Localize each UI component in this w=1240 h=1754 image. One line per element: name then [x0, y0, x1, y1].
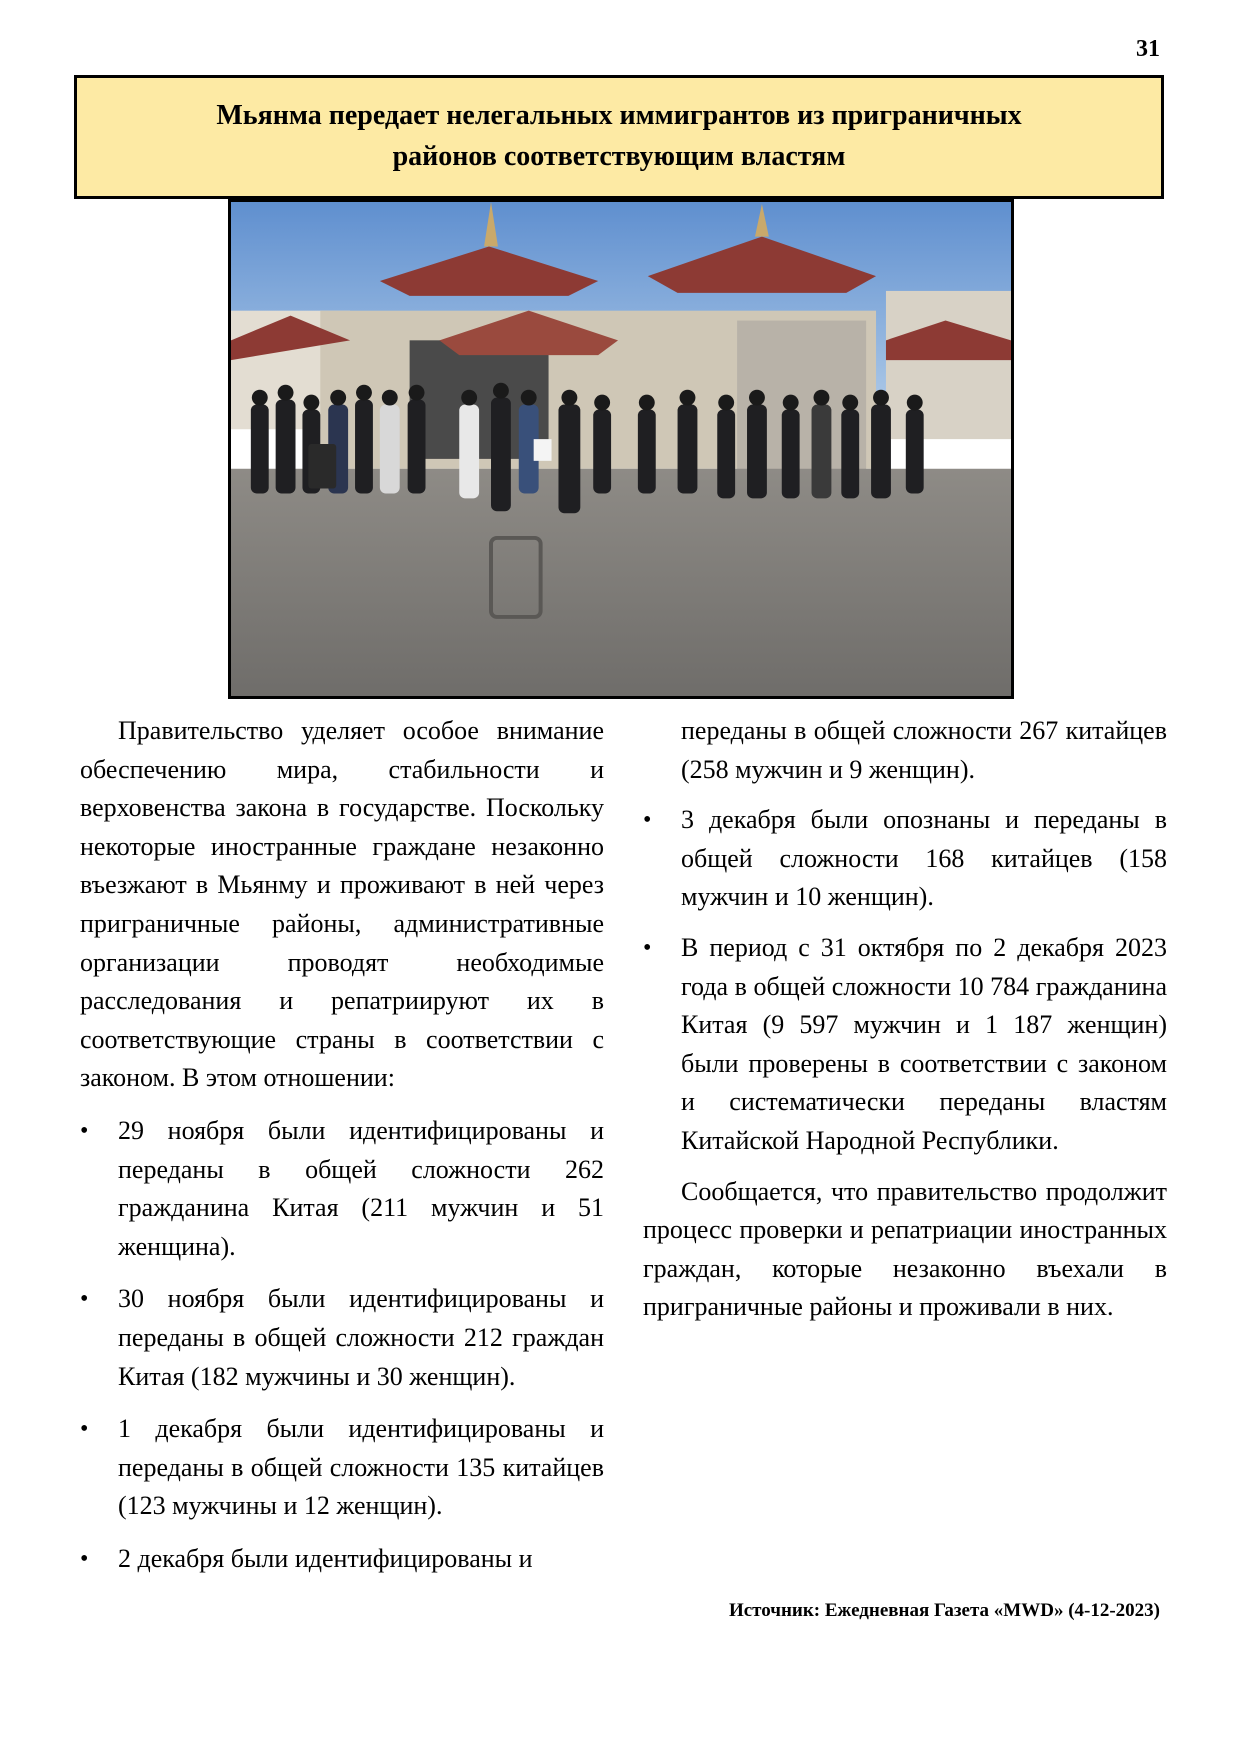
left-column	[80, 712, 604, 1592]
list-item: • 3 декабря были опознаны и переданы в общей сложности 168 китайцев (158 мужчин и 10 женщин).	[643, 801, 1167, 917]
continued-bullet-text: переданы в общей сложности 267 китайцев (258 мужчин и 9 женщин).	[681, 716, 1167, 784]
article-photo	[228, 199, 1014, 699]
list-item: • 2 декабря были идентифицированы и	[80, 1540, 604, 1579]
photo-document	[534, 439, 552, 461]
photo-ground	[231, 469, 1011, 696]
right-bullet-list	[643, 801, 1167, 1160]
article-title-box	[74, 75, 1164, 199]
conclusion-paragraph: Сообщается, что правительство продолжит процесс проверки и репатриации иностранных граждан, которые незаконно въехали в приграничные районы и проживали в них.	[643, 1176, 1167, 1322]
list-item: • В период с 31 октября по 2 декабря 2023 года в общей сложности 10 784 гражданина Китая (9 597 мужчин и 1 187 женщин) были проверены в соответствии с законом и систематически переданы властям Китайской Народной Республики.	[643, 929, 1167, 1161]
article-title: Мьянма передает нелегальных иммигрантов из приграничных районов соответствующим властям	[216, 100, 1022, 172]
list-item: • 30 ноября были идентифицированы и переданы в общей сложности 212 граждан Китая (182 мужчины и 30 женщин).	[80, 1280, 604, 1396]
source-citation: Источник: Ежедневная Газета «MWD» (4-12-2023)	[728, 1600, 1160, 1621]
intro-paragraph: Правительство уделяет особое внимание обеспечению мира, стабильности и верховенства закона в государстве. Поскольку некоторые иностранные граждане незаконно въезжают в Мьянму и проживают в ней через приграничные районы, административные организации проводят необходимые расследования и репатриируют их в соответствующие страны в соответствии с законом. В этом отношении:	[80, 716, 604, 1093]
left-bullet-list	[80, 1112, 604, 1579]
photo-suitcase	[308, 444, 336, 488]
list-item: • 1 декабря были идентифицированы и переданы в общей сложности 135 китайцев (123 мужчины и 12 женщин).	[80, 1410, 604, 1526]
list-item: • 29 ноября были идентифицированы и переданы в общей сложности 262 гражданина Китая (211 мужчин и 51 женщина).	[80, 1112, 604, 1266]
photo-building-right	[886, 291, 1011, 439]
right-column	[643, 712, 1167, 1341]
page-number: 31	[1136, 36, 1160, 62]
